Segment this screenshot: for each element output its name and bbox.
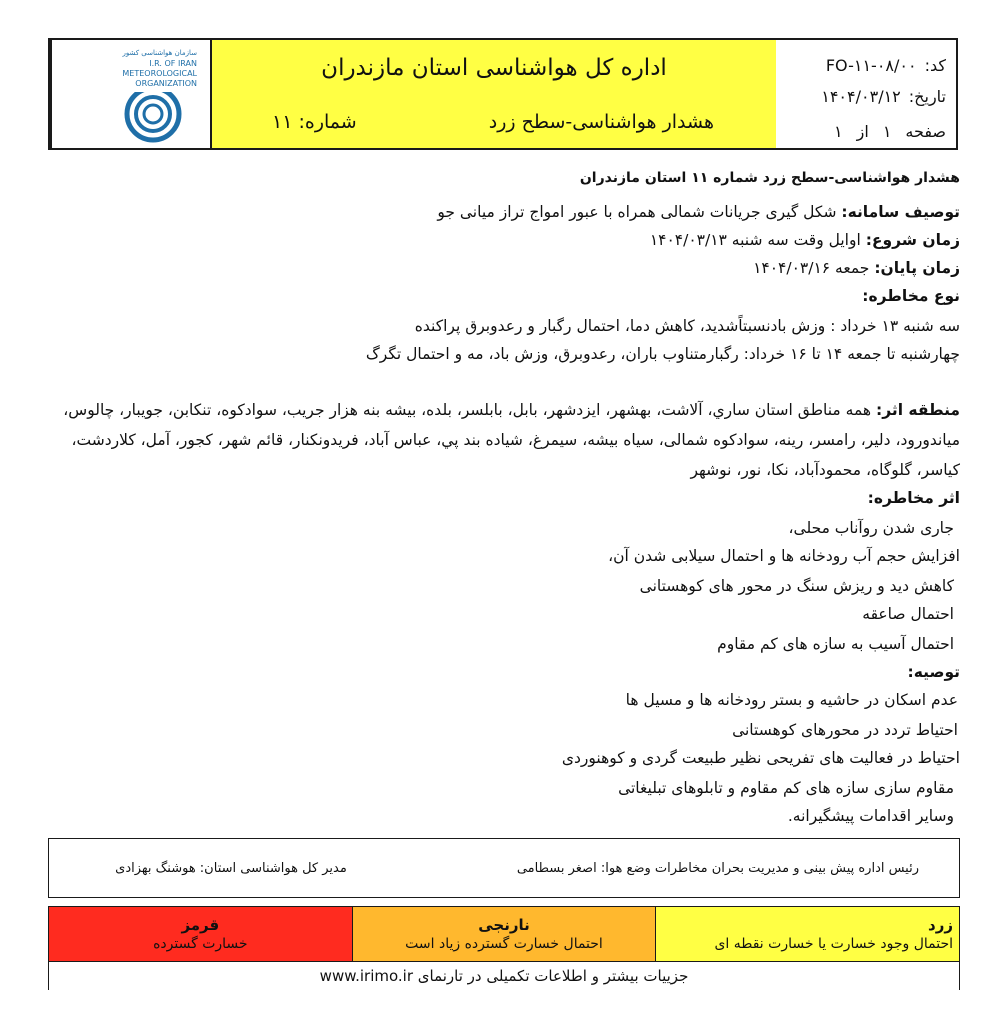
effect-item: احتمال صاعقه <box>862 605 954 623</box>
start-text: اوایل وقت سه شنبه ۱۴۰۴/۰۳/۱۳ <box>649 231 866 249</box>
advice-item: مقاوم سازی سازه های کم مقاوم و تابلوهای تبلیغاتی <box>618 779 954 797</box>
effects-label: اثر مخاطره: <box>867 489 960 507</box>
title-block <box>210 40 776 148</box>
effect-item: افزایش حجم آب رودخانه ها و احتمال سیلابی شدن آن، <box>608 547 960 565</box>
system-label: توصیف سامانه: <box>841 203 960 221</box>
logo-cell <box>50 40 210 148</box>
area-label: منطقه اثر: <box>876 401 960 419</box>
forecast-head-signature: رئیس اداره پیش بینی و مدیریت بحران مخاطرات وضع هوا: اصغر بسطامی <box>516 860 919 876</box>
advice-item: عدم اسکان در حاشیه و بستر رودخانه ها و مسیل ها <box>625 691 958 709</box>
hazard-type-label: نوع مخاطره: <box>862 287 960 305</box>
date-label: تاریخ: <box>908 87 946 106</box>
number-value: ۱۱ <box>272 111 293 133</box>
end-text: جمعه ۱۴۰۴/۰۳/۱۶ <box>753 259 875 277</box>
start-line <box>650 226 960 254</box>
date-value: ۱۴۰۴/۰۳/۱۲ <box>821 87 901 106</box>
end-line <box>753 254 960 282</box>
svg-text:METEOROLOGICAL: METEOROLOGICAL <box>122 69 197 78</box>
page-row <box>776 116 946 147</box>
alert-title: هشدار هواشناسی-سطح زرد <box>488 111 714 133</box>
system-text: شکل گیری جریانات شمالی همراه با عبور امواج تراز میانی جو <box>437 203 842 221</box>
doc-title: هشدار هواشناسی-سطح زرد شماره ۱۱ استان مازندران <box>579 170 960 186</box>
signature-box <box>48 838 960 898</box>
website-footer: جزییات بیشتر و اطلاعات تکمیلی در تارنمای www.irimo.ir <box>49 962 959 990</box>
legend-yellow <box>656 907 959 961</box>
svg-text:ORGANIZATION: ORGANIZATION <box>135 79 197 88</box>
area-text-1: همه مناطق استان ساري، آلاشت، بهشهر، ايزدشهر، بابل، بابلسر، بلده، بيشه بنه هزار جريب، سوادکوه، تنکابن، جويبار، چالوس، <box>63 401 877 419</box>
legend-orange-desc: احتمال خسارت گسترده زیاد است <box>405 936 603 952</box>
code-label: کد: <box>924 56 946 75</box>
legend-red-name: قرمز <box>181 916 220 934</box>
advice-item: احتیاط تردد در محورهای کوهستانی <box>732 721 958 739</box>
svg-text:سازمان هواشناسی کشور: سازمان هواشناسی کشور <box>122 49 197 57</box>
svg-text:I.R. OF IRAN: I.R. OF IRAN <box>149 59 197 68</box>
director-signature: مدیر کل هواشناسی استان: هوشنگ بهزادی <box>115 860 347 876</box>
area-line-2: مياندورود، دلير، رامسر، رينه، سوادکوه شمالی، سياه بيشه، سيمرغ، شياده بند پي، عباس آباد، فريدونکنار، قائم شهر، کجور، آمل، کلاردشت، <box>71 431 960 449</box>
document-header <box>48 38 958 150</box>
hazard-line-1: سه شنبه ۱۳ خرداد : وزش بادنسبتاًشدید، کاهش دما، احتمال رگبار و رعدوبرق پراکنده <box>414 317 960 335</box>
hazard-line-2: چهارشنبه تا جمعه ۱۴ تا ۱۶ خرداد: رگبارمتناوب باران، رعدوبرق، وزش باد، مه و احتمال تگرگ <box>365 345 960 363</box>
legend-yellow-name: زرد <box>928 916 953 934</box>
number-label: شماره: <box>298 111 357 133</box>
effect-item: کاهش دید و ریزش سنگ در محور های کوهستانی <box>639 577 954 595</box>
alert-number <box>272 111 357 133</box>
advice-label: توصیه: <box>907 663 960 681</box>
date-row <box>776 81 946 112</box>
legend-red <box>49 907 353 961</box>
area-line-1 <box>63 396 960 424</box>
code-row <box>776 50 946 81</box>
code-value: FO-۱۱-۰۸/۰۰ <box>825 56 917 75</box>
page-total: ۱ <box>834 122 843 141</box>
effect-item: جاری شدن روآناب محلی، <box>788 519 954 537</box>
legend-orange-name: نارنجی <box>478 916 530 934</box>
system-line <box>437 198 960 226</box>
meta-block <box>776 40 956 148</box>
legend-yellow-desc: احتمال وجود خسارت یا خسارت نقطه ای <box>714 936 953 952</box>
alert-title-row <box>212 96 776 148</box>
irimo-logo-icon <box>61 42 201 146</box>
advice-item: احتیاط در فعالیت های تفریحی نظیر طبیعت گردی و کوهنوردی <box>561 749 960 767</box>
effect-item: احتمال آسیب به سازه های کم مقاوم <box>717 635 954 653</box>
legend-levels <box>49 907 959 962</box>
page-value: ۱ <box>882 122 892 141</box>
start-label: زمان شروع: <box>865 231 960 249</box>
org-name: اداره کل هواشناسی استان مازندران <box>321 55 667 81</box>
page-label: صفحه <box>905 122 946 141</box>
advice-item: وسایر اقدامات پیشگیرانه. <box>787 807 954 825</box>
page-of: از <box>856 122 869 141</box>
severity-legend <box>48 906 960 990</box>
area-line-3: کياسر، گلوگاه، محمودآباد، نکا، نور، نوشهر <box>690 461 960 479</box>
legend-orange <box>353 907 657 961</box>
end-label: زمان پایان: <box>874 259 960 277</box>
legend-red-desc: خسارت گسترده <box>153 936 248 952</box>
